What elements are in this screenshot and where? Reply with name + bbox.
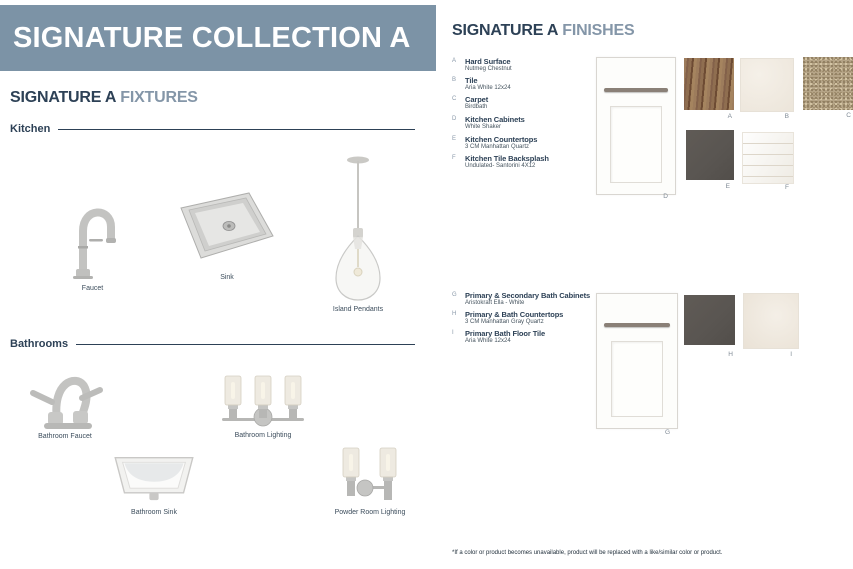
finish-detail: Nutmeg Chestnut [465,66,512,72]
swatch-letter-i: I [790,351,792,358]
banner [0,5,436,71]
finish-detail: 3 CM Manhattan Gray Quartz [465,319,544,325]
finish-detail: Aristokraft Ella - White [465,300,525,306]
finish-item-d [452,115,594,132]
finish-title: Primary Bath Floor Tile [465,329,546,338]
finish-item-f [452,154,594,171]
island-pendant-image [330,153,386,303]
bathrooms-section-label: Bathrooms [10,338,69,350]
finish-item-i [452,329,594,346]
kitchen-section-header [10,123,415,135]
finish-item-b [452,76,594,93]
bathroom-sink-image [110,454,198,502]
finish-detail: Aria White 12x24 [465,85,511,91]
finish-title: Primary & Bath Countertops [465,310,564,319]
finish-title: Carpet [465,95,489,104]
swatch-letter-d: D [663,193,668,200]
bathrooms-section-divider [76,344,415,345]
finish-letter: I [452,330,454,336]
swatch-letter-e: E [725,183,730,190]
finishes-heading-main: SIGNATURE A [452,22,559,39]
finish-letter: F [452,155,456,161]
cabinet-door-handle [604,323,670,327]
finishes-heading [452,22,634,40]
finish-letter: H [452,311,457,317]
finish-detail: 3 CM Manhattan Quartz [465,144,530,150]
bathroom-faucet-label: Bathroom Faucet [38,433,92,440]
kitchen-sink-label: Sink [220,274,234,281]
cabinet-door-panel [611,341,664,417]
countertop-swatch-h [684,295,735,345]
cabinet-door-swatch-g [596,293,678,429]
bathroom-lighting-image [219,374,307,428]
fixtures-heading-accent: FIXTURES [120,89,198,106]
finish-letter: E [452,136,457,142]
finish-letter: A [452,58,457,64]
finish-detail: Birdbath [465,104,488,110]
countertop-swatch-e [686,130,734,180]
kitchen-sink-image [175,190,279,264]
finish-item-a [452,57,594,74]
finish-title: Kitchen Cabinets [465,115,525,124]
finish-title: Hard Surface [465,57,511,66]
kitchen-section-divider [58,129,415,130]
finish-title: Kitchen Countertops [465,135,538,144]
swatch-letter-f: F [785,184,789,191]
finish-letter: B [452,77,457,83]
swatch-letter-b: B [784,113,789,120]
kitchen-faucet-label: Faucet [81,285,104,292]
finish-letter: G [452,292,457,298]
hard-surface-swatch-a [684,58,734,110]
finish-title: Kitchen Tile Backsplash [465,154,549,163]
finish-title: Tile [465,76,478,85]
island-pendant-label: Island Pendants [332,306,384,313]
bathroom-sink-label: Bathroom Sink [131,509,177,516]
cabinet-door-handle [604,88,668,92]
finish-detail: Undulated- Santorini 4X12 [465,163,536,169]
carpet-swatch-c [803,57,853,110]
finish-letter: C [452,96,457,102]
footnote: *If a color or product becomes unavailable, product will be replaced with a like/similar color or product. [452,550,723,556]
finish-item-h [452,310,594,327]
powder-room-lighting-label: Powder Room Lighting [334,509,406,516]
cabinet-door-panel [610,106,662,184]
swatch-letter-g: G [664,429,670,436]
kitchen-faucet-image [63,189,121,279]
bathroom-faucet-image [24,358,106,430]
finish-item-g [452,291,594,308]
tile-swatch-b [740,58,794,112]
finish-detail: Aria White 12x24 [465,338,511,344]
bathrooms-section-header [10,338,415,350]
backsplash-swatch-f [742,132,794,184]
floor-tile-swatch-i [743,293,799,349]
swatch-letter-a: A [727,113,732,120]
fixtures-heading-main: SIGNATURE A [10,89,117,106]
finishes-heading-accent: FINISHES [562,22,635,39]
finish-item-e [452,135,594,152]
finish-item-c [452,95,594,112]
finish-detail: White Shaker [465,124,502,130]
powder-room-lighting-image [338,446,400,504]
finish-title: Primary & Secondary Bath Cabinets [465,291,591,300]
finish-letter: D [452,116,457,122]
page-title: SIGNATURE COLLECTION A [13,22,411,54]
cabinet-door-swatch-d [596,57,676,195]
fixtures-heading [10,89,198,107]
bathroom-lighting-label: Bathroom Lighting [234,432,292,439]
kitchen-section-label: Kitchen [10,123,51,135]
swatch-letter-c: C [846,112,851,119]
swatch-letter-h: H [728,351,733,358]
